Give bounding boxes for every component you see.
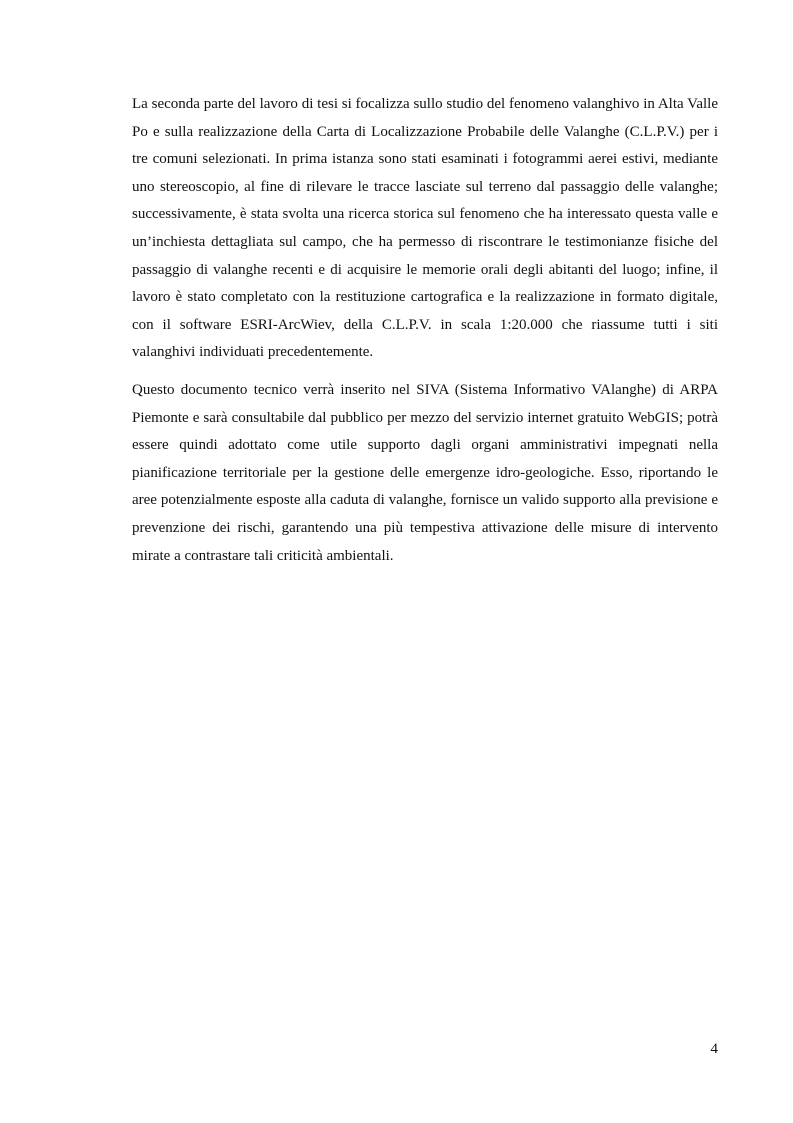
paragraph-2: Questo documento tecnico verrà inserito nel SIVA (Sistema Informativo VAlanghe) di ARPA Piemonte e sarà consultabile dal pubblico per mezzo del servizio internet gratuito WebGIS; potrà essere quindi adottato come utile supporto dagli organi amministrativi impegnati nella pianificazione territoriale per la gestione delle emergenze idro-geologiche. Esso, riportando le aree potenzialmente esposte alla caduta di valanghe, fornisce un valido supporto alla previsione e prevenzione dei rischi, garantendo una più tempestiva attivazione delle misure di intervento mirate a contrastare tali criticità ambientali. — [132, 381, 718, 564]
body-text — [132, 91, 718, 570]
paragraph-1: La seconda parte del lavoro di tesi si focalizza sullo studio del fenomeno valanghivo in Alta Valle Po e sulla realizzazione della Carta di Localizzazione Probabile delle Valanghe (C.L.P.V.) per i tre comuni selezionati. In prima istanza sono stati esaminati i fotogrammi aerei estivi, mediante uno stereoscopio, al fine di rilevare le tracce lasciate sul terreno dal passaggio delle valanghe; successivamente, è stata svolta una ricerca storica sul fenomeno che ha interessato questa valle e un’inchiesta dettagliata sul campo, che ha permesso di riscontrare le testimonianze fisiche del passaggio di valanghe recenti e di acquisire le memorie orali degli abitanti del luogo; infine, il lavoro è stato completato con la restituzione cartografica e la realizzazione in formato digitale, con il software ESRI-ArcWiev, della C.L.P.V. in scala 1:20.000 che riassume tutti i siti valanghivi individuati precedentemente. — [132, 96, 718, 361]
page-number: 4 — [710, 1041, 718, 1057]
